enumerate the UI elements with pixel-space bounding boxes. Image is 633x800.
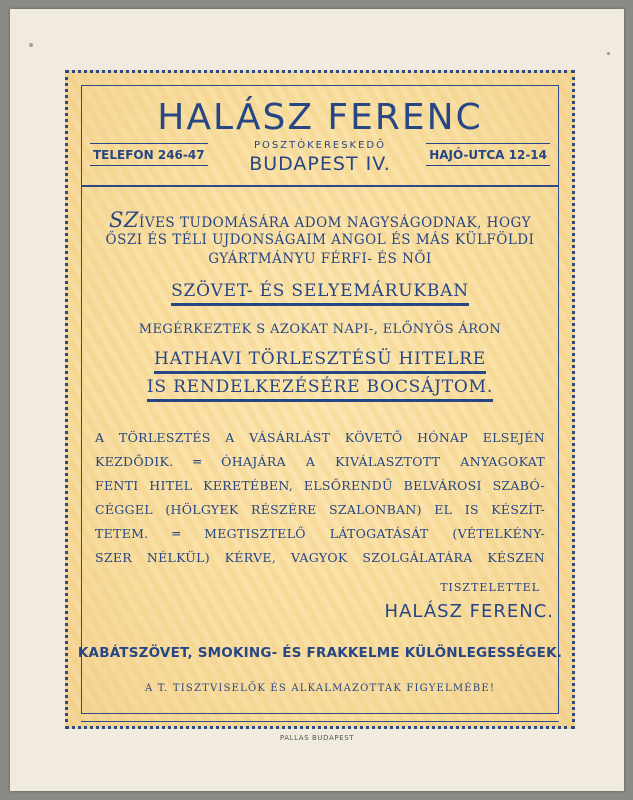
- city-label: BUDAPEST IV.: [249, 153, 391, 175]
- body-line-4: MEGÉRKEZTEK S AZOKAT NAPI-, ELŐNYÖS ÁRON: [138, 322, 502, 337]
- letterhead-frame: [65, 70, 575, 729]
- closing-regards: TISZTELETTEL: [440, 581, 540, 594]
- footer-rule: [81, 721, 559, 722]
- highlight-fabrics: [68, 281, 572, 306]
- body-line-1: [68, 208, 572, 232]
- company-name: HALÁSZ FERENC: [157, 97, 483, 138]
- signature-name: HALÁSZ FERENC.: [384, 601, 554, 622]
- header-divider: [81, 185, 559, 187]
- paper-speck: [607, 52, 610, 55]
- highlight-credit: [68, 349, 572, 374]
- highlight-credit-text: HATHAVI TÖRLESZTÉSÜ HITELRE: [154, 349, 486, 374]
- paragraph-line: A TÖRLESZTÉS A VÁSÁRLÁST KÖVETŐ HÓNAP ELSEJÉN: [95, 430, 545, 445]
- body-line-2: ŐSZI ÉS TÉLI UJDONSÁGAIM ANGOL ÉS MÁS KÜLFÖLDI: [105, 232, 535, 248]
- paragraph-line: SZER NÉLKÜL) KÉRVE, VAGYOK SZOLGÁLATÁRA KÉSZEN: [95, 550, 545, 565]
- paragraph-line: KEZDŐDIK. ═ ÓHAJÁRA A KIVÁLASZTOTT ANYAGOKAT: [95, 454, 545, 469]
- flyer-paper: [10, 9, 624, 791]
- body-line-3: GYÁRTMÁNYU FÉRFI- ÉS NŐI: [208, 251, 432, 267]
- highlight-fabrics-text: SZÖVET- ÉS SELYEMÁRUKBAN: [171, 281, 469, 306]
- paper-speck: [29, 43, 33, 47]
- footer-note: A T. TISZTVISELŐK ÉS ALKALMAZOTTAK FIGYELMÉBE!: [144, 683, 496, 694]
- initial-letters: SZ: [109, 208, 139, 232]
- specialties-line: KABÁTSZÖVET, SMOKING- ÉS FRAKKELME KÜLÖNLEGESSÉGEK.: [77, 645, 563, 661]
- highlight-offer: [68, 377, 572, 402]
- paragraph-line: TETEM. ═ MEGTISZTELŐ LÁTOGATÁSÁT (VÉTELKÉNY-: [95, 526, 545, 541]
- printer-mark: PALLAS BUDAPEST: [279, 734, 355, 742]
- street-address: HAJÓ-UTCA 12-14: [426, 143, 550, 166]
- paragraph-line: CÉGGEL (HÖLGYEK RÉSZÉRE SZALONBAN) EL IS KÉSZÍT-: [95, 502, 545, 517]
- trade-label: POSZTÓKERESKEDŐ: [253, 140, 387, 151]
- highlight-offer-text: IS RENDELKEZÉSÉRE BOCSÁJTOM.: [147, 377, 493, 402]
- paragraph-line: FENTI HITEL KERETÉBEN, ELSŐRENDŰ BELVÁROSI SZABÓ-: [95, 478, 545, 493]
- phone-number: TELEFON 246-47: [90, 143, 208, 166]
- body-line-1-text: ÍVES TUDOMÁSÁRA ADOM NAGYSÁGODNAK, HOGY: [138, 215, 531, 231]
